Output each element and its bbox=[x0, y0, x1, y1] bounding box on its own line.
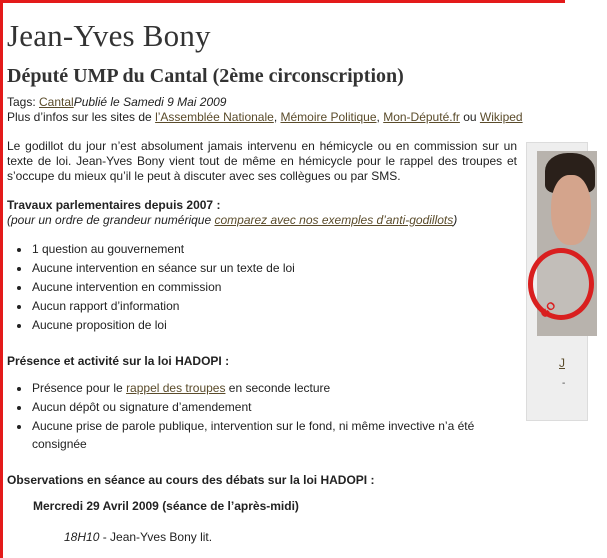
observation-entry bbox=[64, 530, 212, 544]
list-item: Aucune prise de parole publique, intervention sur le fond, ni même invective n’a été consignée bbox=[7, 417, 517, 453]
intro-paragraph: Le godillot du jour n’est absolument jamais intervenu en hémicycle ou en commission sur un texte de loi. Jean-Yves Bony vient tout de même en hémicycle pour le rappel des troupes et s’occupe du mieux qu’il le peut à discuter avec ses collègues ou par SMS. bbox=[7, 139, 517, 183]
list-item: Aucune intervention en séance sur un texte de loi bbox=[7, 259, 527, 278]
hadopi-title: Présence et activité sur la loi HADOPI : bbox=[7, 354, 230, 368]
photo-face bbox=[551, 175, 591, 245]
item-suffix: en seconde lecture bbox=[225, 381, 331, 395]
list-item bbox=[7, 379, 517, 398]
list-item: Aucun rapport d’information bbox=[7, 297, 527, 316]
session-date: Mercredi 29 Avril 2009 (séance de l’après-midi) bbox=[33, 499, 299, 513]
list-item: 1 question au gouvernement bbox=[7, 240, 527, 259]
list-item: Aucune intervention en commission bbox=[7, 278, 527, 297]
travaux-header bbox=[7, 198, 527, 228]
travaux-list bbox=[7, 240, 527, 335]
comparez-link[interactable]: comparez avec nos exemples d’anti-godillots bbox=[214, 213, 454, 227]
observation-text: - Jean-Yves Bony lit. bbox=[99, 530, 213, 544]
photo-card-link[interactable]: J bbox=[559, 356, 565, 370]
observation-time: 18H10 bbox=[64, 530, 100, 544]
link-wikipedia[interactable]: Wikiped bbox=[479, 110, 523, 124]
article-meta bbox=[7, 95, 523, 125]
more-info-prefix: Plus d’infos sur les sites de bbox=[7, 110, 156, 124]
more-info-line bbox=[7, 110, 523, 125]
item-prefix: Présence pour le bbox=[32, 381, 127, 395]
note-suffix: ) bbox=[453, 213, 458, 227]
photo-card-dash: - bbox=[562, 378, 566, 389]
tags-line bbox=[7, 95, 523, 110]
list-item: Aucune proposition de loi bbox=[7, 316, 527, 335]
godillot-stamp-icon bbox=[528, 248, 594, 320]
separator: ou bbox=[459, 110, 480, 124]
hadopi-list bbox=[7, 379, 517, 453]
travaux-note bbox=[7, 213, 527, 228]
published-date: Publié le Samedi 9 Mai 2009 bbox=[73, 95, 227, 109]
separator: , bbox=[376, 110, 384, 124]
travaux-title: Travaux parlementaires depuis 2007 : bbox=[7, 198, 221, 212]
list-item: Aucun dépôt ou signature d’amendement bbox=[7, 398, 517, 417]
tags-label: Tags: bbox=[7, 95, 40, 109]
page-subtitle: Député UMP du Cantal (2ème circonscription) bbox=[7, 65, 404, 87]
rappel-des-troupes-link[interactable]: rappel des troupes bbox=[126, 381, 226, 395]
page-title: Jean-Yves Bony bbox=[7, 18, 211, 53]
separator: , bbox=[273, 110, 281, 124]
link-assemblee-nationale[interactable]: l’Assemblée Nationale bbox=[155, 110, 274, 124]
tag-link-cantal[interactable]: Cantal bbox=[39, 95, 74, 109]
link-memoire-politique[interactable]: Mémoire Politique bbox=[280, 110, 377, 124]
link-mon-depute[interactable]: Mon-Député.fr bbox=[383, 110, 460, 124]
stamp-text: GO bbox=[538, 299, 559, 321]
observations-title: Observations en séance au cours des débats sur la loi HADOPI : bbox=[7, 473, 375, 487]
note-prefix: (pour un ordre de grandeur numérique bbox=[7, 213, 215, 227]
